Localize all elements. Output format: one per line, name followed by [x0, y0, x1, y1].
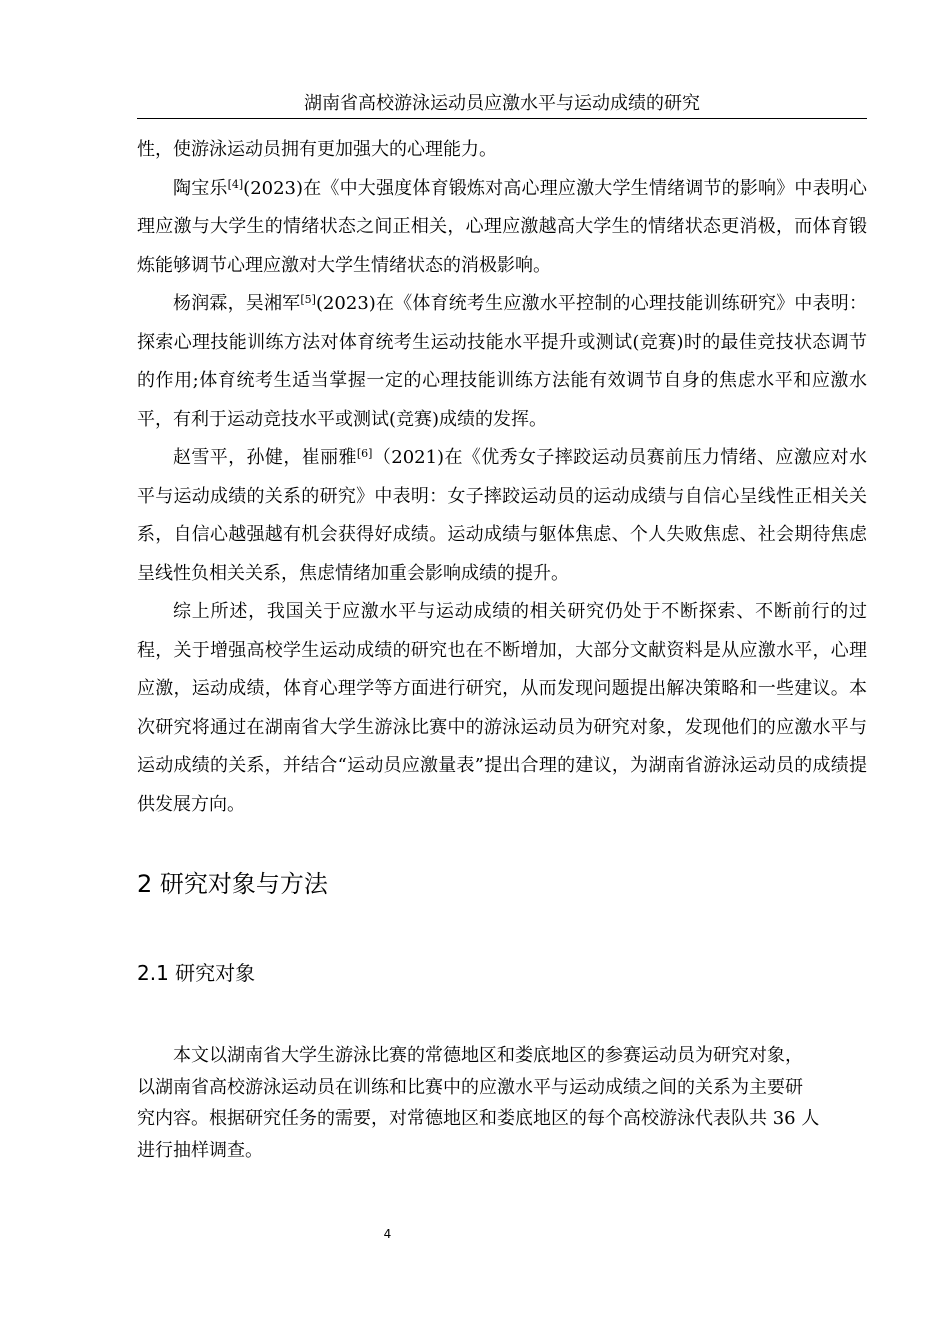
- section-body: [137, 1040, 867, 1166]
- paragraph-tao-baole: [137, 170, 867, 286]
- running-header: 湖南省高校游泳运动员应激水平与运动成绩的研究: [304, 93, 700, 114]
- paragraph-summary: [137, 593, 867, 824]
- section-line: 以湖南省高校游泳运动员在训练和比赛中的应激水平与运动成绩之间的关系为主要研: [137, 1076, 803, 1098]
- paragraph-author: 赵雪平，孙健，崔丽雅: [173, 447, 357, 468]
- paragraph-author: 杨润霖，吴湘军: [173, 293, 301, 314]
- paragraph-text: 综上所述，我国关于应激水平与运动成绩的相关研究仍处于不断探索、不断前行的过程，关于增强高校学生运动成绩的研究也在不断增加，大部分文献资料是从应激水平，心理应激，运动成绩，体育心理学等方面进行研究，从而发现问题提出解决策略和一些建议。本次研究将通过在湖南省大学生游泳比赛中的游泳运动员为研究对象，发现他们的应激水平与运动成绩的关系，并结合“运动员应激量表”提出合理的建议，为湖南省游泳运动员的成绩提供发展方向。: [137, 601, 867, 815]
- paragraph-zhao-xueping: [137, 439, 867, 593]
- paragraph-text: 性，使游泳运动员拥有更加强大的心理能力。: [137, 139, 497, 160]
- citation-ref: [5]: [300, 293, 316, 306]
- paragraph-yang-runlin: [137, 285, 867, 439]
- paragraph-text: （2021)在《优秀女子摔跤运动员赛前压力情绪、应激应对水平与运动成绩的关系的研究》中表明：女子摔跤运动员的运动成绩与自信心呈线性正相关关系，自信心越强越有机会获得好成绩。运动成绩与躯体焦虑、个人失败焦虑、社会期待焦虑呈线性负相关关系，焦虑情绪加重会影响成绩的提升。: [137, 447, 867, 584]
- paragraph-author: 陶宝乐: [173, 177, 228, 199]
- section-line: 究内容。根据研究任务的需要，对常德地区和娄底地区的每个高校游泳代表队共 36 人: [137, 1108, 820, 1129]
- section-line: 进行抽样调查。: [137, 1139, 263, 1161]
- citation-ref: [6]: [356, 447, 373, 460]
- paragraph-continuation: [137, 131, 867, 170]
- citation-ref: [4]: [227, 177, 244, 191]
- paragraph-text: (2023)在《中大强度体育锻炼对高心理应激大学生情绪调节的影响》中表明心理应激与大学生的情绪状态之间正相关，心理应激越高大学生的情绪状态更消极，而体育锻炼能够调节心理应激对大学生情绪状态的消极影响。: [137, 177, 867, 276]
- section-line: 本文以湖南省大学生游泳比赛的常德地区和娄底地区的参赛运动员为研究对象，: [173, 1045, 803, 1066]
- section-heading: 2 研究对象与方法: [137, 870, 328, 898]
- header-rule: [137, 118, 867, 119]
- body-text: [137, 131, 867, 824]
- paragraph-text: (2023)在《体育统考生应激水平控制的心理技能训练研究》中表明：探索心理技能训练方法对体育统考生运动技能水平提升或测试(竞赛)时的最佳竞技状态调节的作用;体育统考生适当掌握一定的心理技能训练方法能有效调节自身的焦虑水平和应激水平，有利于运动竞技水平或测试(竞赛)成绩的发挥。: [137, 293, 868, 430]
- page-number: 4: [383, 1227, 392, 1241]
- subsection-heading: 2.1 研究对象: [137, 961, 256, 985]
